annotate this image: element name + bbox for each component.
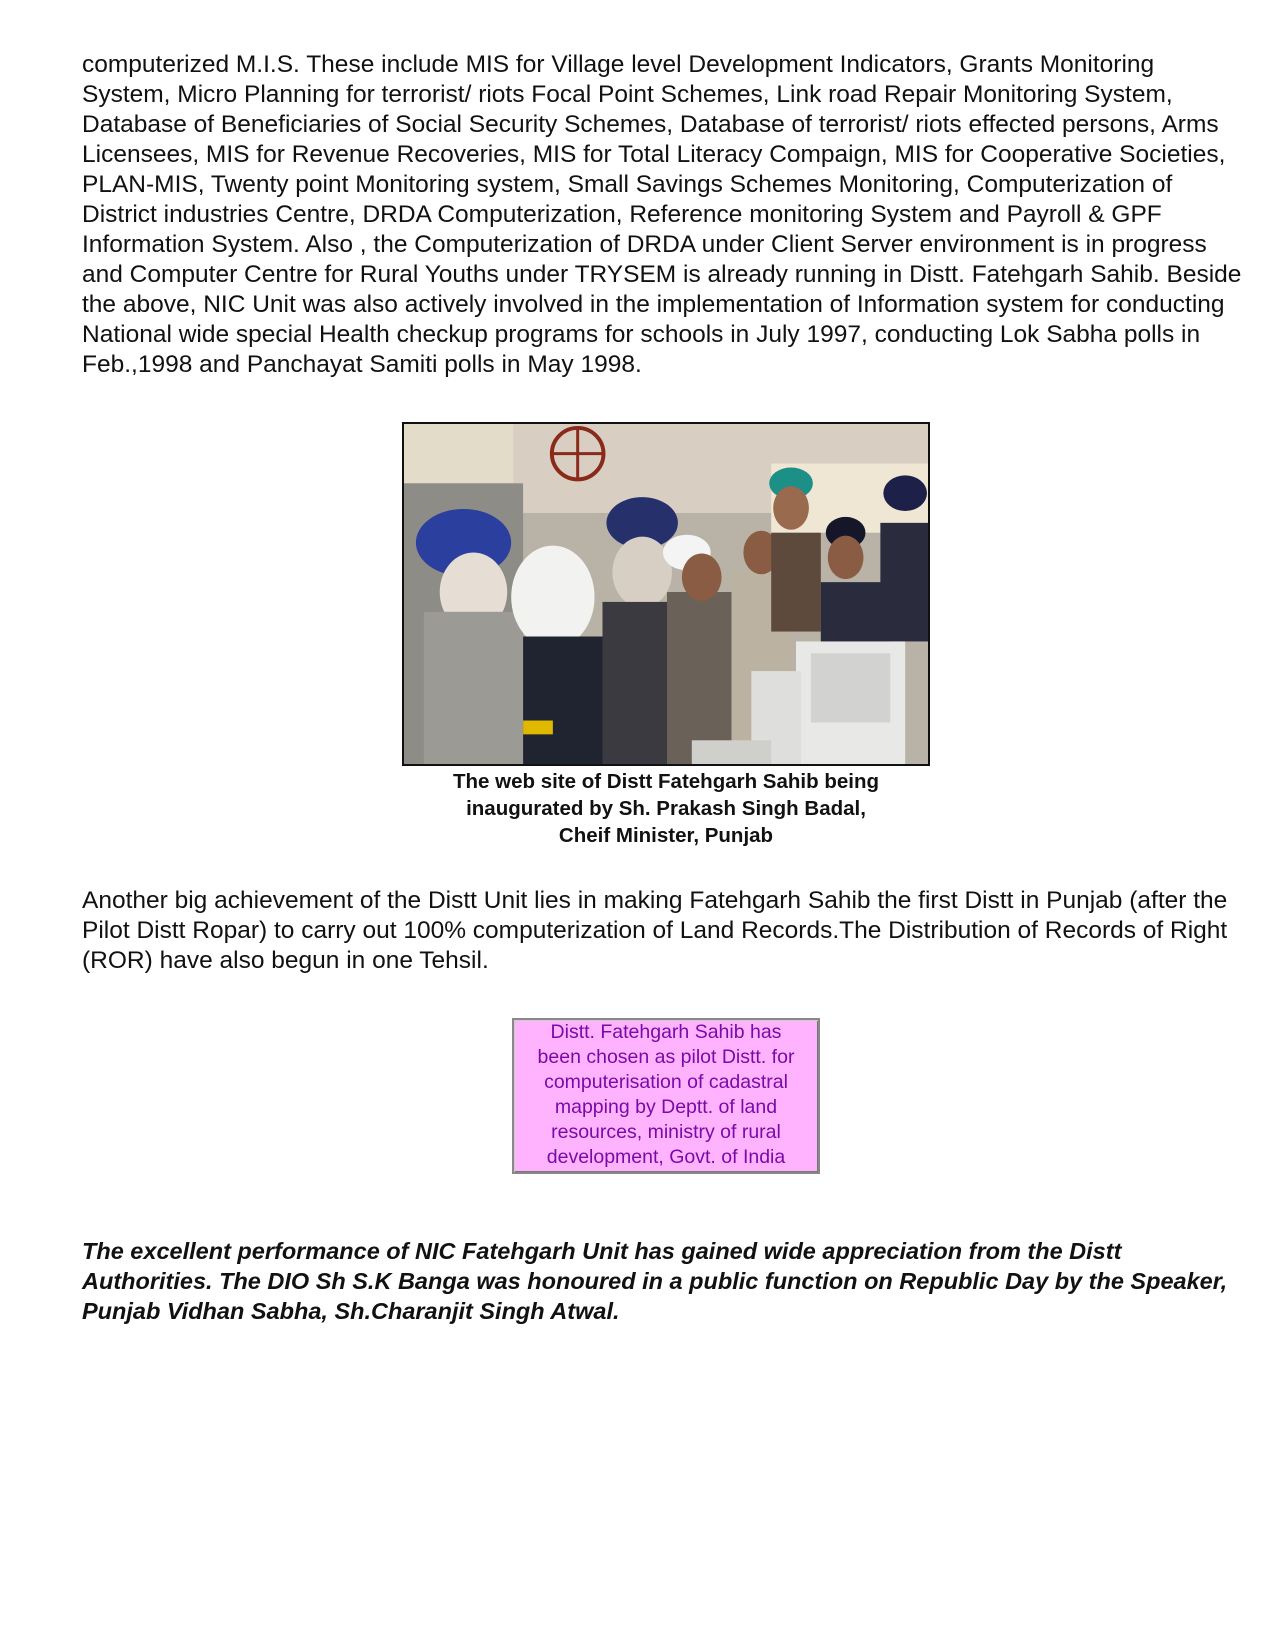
appreciation-paragraph: The excellent performance of NIC Fatehgarh Unit has gained wide appreciation from the Distt Authorities. The DIO Sh S.K Banga was honoured in a public function on Republic Day by the Speaker, Punjab Vidhan Sabha, Sh.Charanjit Singh Atwal. [82,1238,1228,1324]
caption-line: The web site of Distt Fatehgarh Sahib being [453,770,879,793]
land-records-paragraph: Another big achievement of the Distt Unit lies in making Fatehgarh Sahib the first Distt in Punjab (after the Pilot Distt Ropar) to carry out 100% computerization of Land Records.The Distribution of Records of Right (ROR) have also begun in one Tehsil. [82,887,1228,974]
pilot-district-callout [512,1018,820,1174]
inauguration-photo [402,422,930,766]
caption-line: Cheif Minister, Punjab [558,824,774,847]
callout-line: been chosen as pilot Distt. for [537,1046,795,1068]
callout-line: development, Govt. of India [546,1146,786,1168]
photo-caption [402,768,930,849]
mis-paragraph: computerized M.I.S. These include MIS for Village level Development Indicators, Grants Monitoring System, Micro Planning for terrorist/ riots Focal Point Schemes, Link road Repair Monitoring System, Database of Beneficiaries of Social Security Schemes, Database of terrorist/ riots effected persons, Arms Licensees, MIS for Revenue Recoveries, MIS for Total Literacy Compaign, MIS for Cooperative Societies, PLAN-MIS, Twenty point Monitoring system, Small Savings Schemes Monitoring, Computerization of District industries Centre, DRDA Computerization, Reference monitoring System and Payroll & GPF Information System. Also , the Computerization of DRDA under Client Server environment is in progress and Computer Centre for Rural Youths under TRYSEM is already running in Distt. Fatehgarh Sahib. Beside the above, NIC Unit was also actively involved in the implementation of Information system for conducting National wide special Health checkup programs for schools in July 1997, conducting Lok Sabha polls in Feb.,1998 and Panchayat Samiti polls in May 1998. [82,51,1242,378]
caption-line: inaugurated by Sh. Prakash Singh Badal, [466,797,866,820]
callout-line: mapping by Deptt. of land [554,1096,778,1118]
callout-line: computerisation of cadastral [544,1071,788,1093]
inauguration-photo-illustration [404,424,928,764]
callout-line: resources, ministry of rural [551,1121,781,1143]
callout-line: Distt. Fatehgarh Sahib has [550,1021,782,1043]
